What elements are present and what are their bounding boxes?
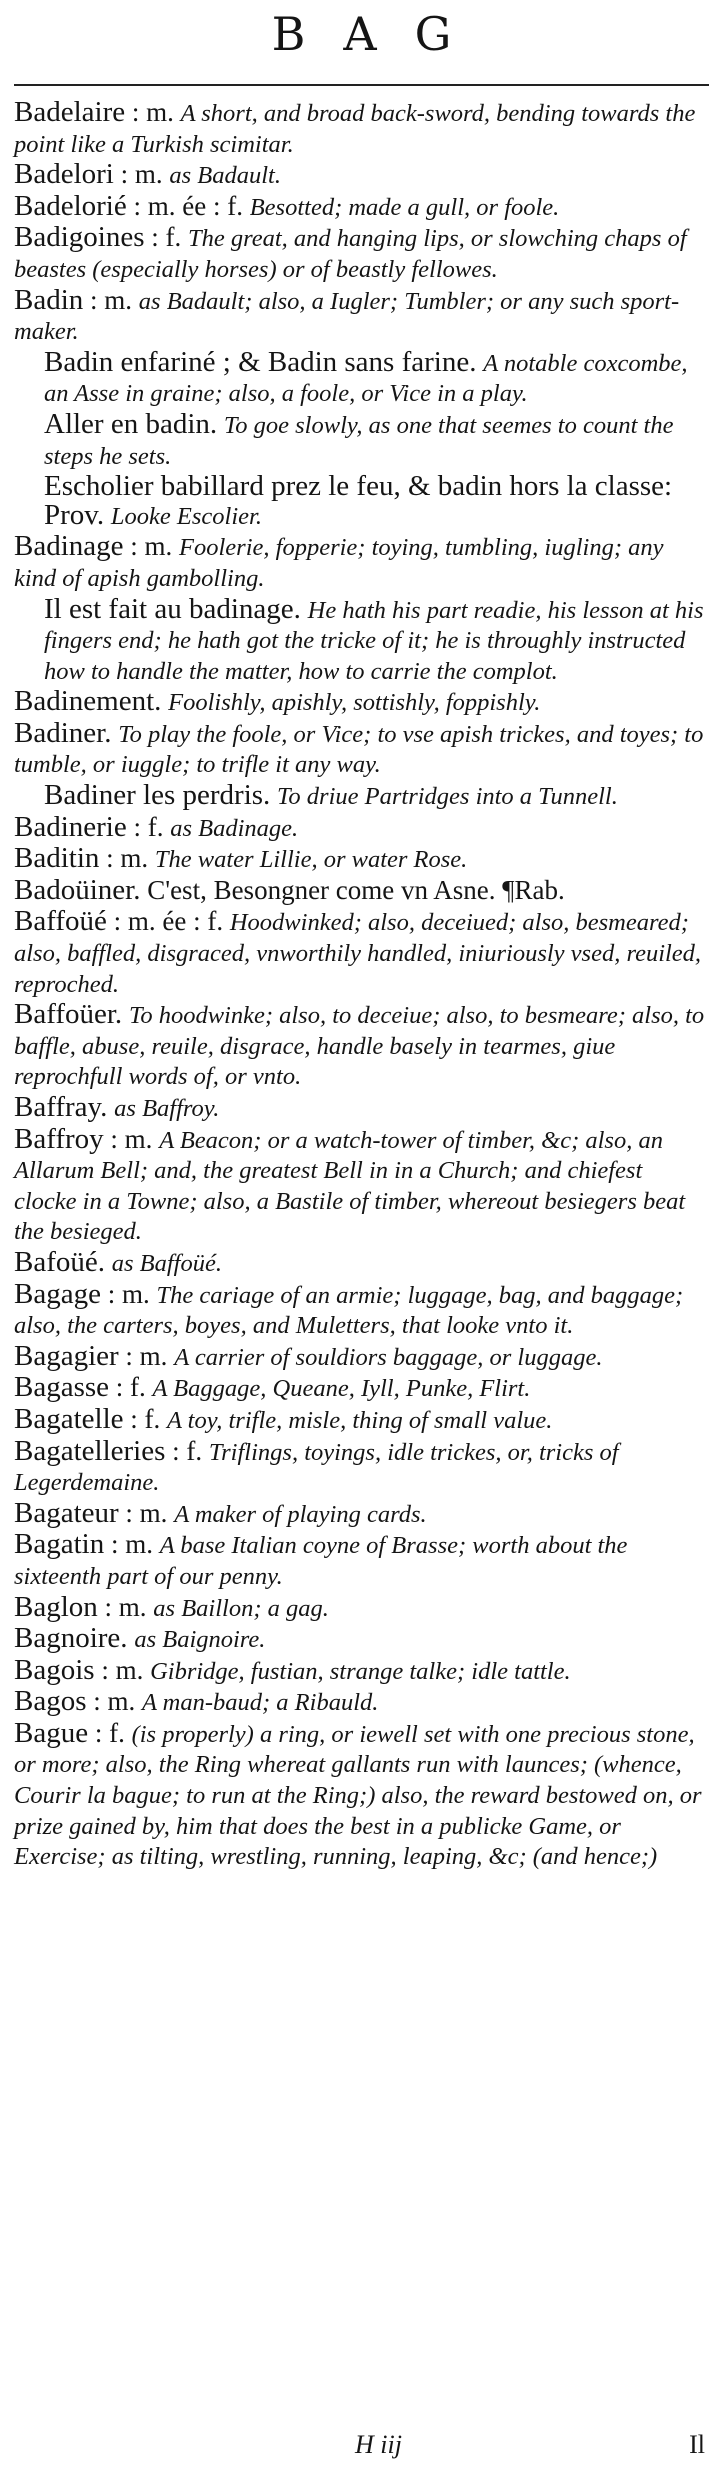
grammar: : f. <box>172 1435 203 1466</box>
entry <box>14 532 709 593</box>
signature-mark: H iij <box>355 2430 402 2459</box>
headword: Bagatin <box>14 1528 105 1561</box>
definition: as Badault. <box>169 162 281 190</box>
headword: Badin <box>14 283 84 316</box>
entry <box>14 810 709 844</box>
page-footer <box>0 2430 727 2464</box>
grammar: : f. <box>130 1403 161 1434</box>
grammar: : m. ée : f. <box>133 190 243 221</box>
definition: A man-baud; a Ribauld. <box>142 1689 379 1717</box>
definition: Gibridge, fustian, strange talke; idle tattle. <box>150 1657 571 1685</box>
headword: Baffroy <box>14 1122 104 1155</box>
definition: A short, and broad back-sword, bending towards the point like a Turkish scimitar. <box>14 100 696 158</box>
grammar: : f. <box>115 1372 146 1403</box>
headword: Bagos <box>14 1685 87 1718</box>
grammar: : m. <box>130 531 173 562</box>
entry <box>14 1687 709 1718</box>
headword: Baditin <box>14 842 100 875</box>
entry <box>14 1373 709 1404</box>
grammar: : f. <box>133 811 164 842</box>
headword: Baffoüé <box>14 905 107 938</box>
headword: Bague <box>14 1716 89 1749</box>
headword: Bagage <box>14 1277 101 1310</box>
headword: Aller en badin. <box>44 407 218 440</box>
headword: Badinement. <box>14 685 162 718</box>
headword: Badelori <box>14 158 114 191</box>
definition: as Baillon; a gag. <box>153 1594 329 1622</box>
headword: Badigoines <box>14 221 145 254</box>
entry <box>14 1716 709 1872</box>
headword: Bafoüé. <box>14 1245 105 1278</box>
grammar: : m. <box>104 1591 147 1622</box>
definition: Foolerie, fopperie; toying, tumbling, iugling; any kind of apish gambolling. <box>14 534 664 592</box>
entry <box>14 1590 709 1624</box>
grammar: : m. ée : f. <box>113 906 224 937</box>
sub-entry <box>14 472 709 531</box>
definition: Besotted; made a gull, or foole. <box>249 193 560 221</box>
definition: Looke Escolier. <box>110 502 262 530</box>
headword: Badelorié <box>14 189 127 222</box>
definition: A maker of playing cards. <box>174 1500 427 1528</box>
grammar: : m. <box>101 1654 144 1685</box>
definition: He hath his part readie, his lesson at his fingers end; he hath got the tricke of it; he is throughly instructed how to handle the matter, how to carrie the complot. <box>44 596 704 685</box>
definition: To hoodwinke; also, to deceiue; also, to besmeare; also, to baffle, abuse, reuile, disgrace, handle basely in tearmes, giue reprochfull words of, or vnto. <box>14 1002 705 1091</box>
sub-entry <box>14 407 709 471</box>
definition: To driue Partridges into a Tunnell. <box>277 783 618 811</box>
definition: The cariage of an armie; luggage, bag, and baggage; also, the carters, boyes, and Muletters, that looke vnto it. <box>14 1281 684 1340</box>
grammar: : m. <box>110 1529 153 1560</box>
entry <box>14 907 709 999</box>
definition: A notable coxcombe, an Asse in graine; also, a foole, or Vice in a play. <box>44 349 688 408</box>
headword: Bagagier <box>14 1339 119 1372</box>
entry <box>14 1245 709 1279</box>
entry <box>14 1653 709 1687</box>
headword: Badin enfariné ; & Badin sans farine. <box>44 345 477 378</box>
grammar: : m. <box>125 1340 168 1371</box>
entry <box>14 1624 709 1655</box>
sub-entry <box>14 345 709 409</box>
entry <box>14 687 709 718</box>
definition: as Badinage. <box>170 814 299 842</box>
headword: Badiner les perdris. <box>44 779 271 812</box>
headword: Bagnoire. <box>14 1622 128 1655</box>
page-header: BAG <box>271 7 490 61</box>
headword: Baglon <box>14 1590 98 1623</box>
grammar: : m. <box>93 1686 136 1717</box>
entry <box>14 1122 709 1247</box>
entry <box>14 716 709 780</box>
entry <box>14 1530 709 1591</box>
headword: Badinerie <box>14 810 127 843</box>
definition: Foolishly, apishly, sottishly, foppishly. <box>168 689 541 717</box>
definition: A Baggage, Queane, Iyll, Punke, Flirt. <box>152 1375 531 1403</box>
sub-entry <box>14 781 709 812</box>
definition: The great, and hanging lips, or slowching chaps of beastes (especially horses) or of beastly fellowes. <box>14 225 687 283</box>
catchword: Il <box>689 2430 705 2459</box>
definition: as Baffoüé. <box>111 1249 222 1277</box>
entry <box>14 1093 709 1124</box>
definition: A base Italian coyne of Brasse; worth about the sixteenth part of our penny. <box>14 1532 628 1590</box>
definition: The water Lillie, or water Rose. <box>154 846 468 874</box>
entry <box>14 844 709 875</box>
grammar: : f. <box>151 222 182 253</box>
entry <box>14 1434 709 1498</box>
entry <box>14 189 709 223</box>
sub-entry <box>14 592 709 687</box>
headword: Escholier babillard prez le feu, & badin hors la classe: Prov. <box>44 470 673 531</box>
headword: Bagateur <box>14 1496 119 1529</box>
headword: Bagatelleries <box>14 1434 166 1467</box>
definition: (is properly) a ring, or iewell set with one precious stone, or more; also, the Ring whereat gallants run with launces; (whence, Courir la bague; to run at the Ring;) also, the reward bestowed on, or prize gained by, him that does the best in a publicke Game, or Exercise; as tilting, wrestling, running, leaping, &c; (and hence;) <box>14 1720 702 1871</box>
grammar: : m. <box>110 1123 153 1154</box>
entry <box>14 873 709 907</box>
definition: To goe slowly, as one that seemes to count the steps he sets. <box>44 411 674 470</box>
headword: Badelaire <box>14 96 126 128</box>
entry-list <box>14 98 709 1872</box>
definition: A carrier of souldiors baggage, or luggage. <box>174 1343 603 1371</box>
entry <box>14 160 709 191</box>
entry <box>14 283 709 347</box>
headword: Badinage <box>14 530 124 563</box>
entry <box>14 1339 709 1373</box>
grammar: C'est, Besongner come vn Asne. ¶Rab. <box>147 874 565 905</box>
entry <box>14 1000 709 1092</box>
headword: Bagasse <box>14 1371 110 1404</box>
grammar: : m. <box>125 1497 168 1528</box>
headword: Badiner. <box>14 716 112 749</box>
grammar: : m. <box>106 843 149 874</box>
definition: A Beacon; or a watch-tower of timber, &c; also, an Allarum Bell; and, the greatest Bell in in a Church; and chiefest clocke in a Towne; also, a Bastile of timber, whereout besiegers beat the besieged. <box>14 1126 686 1246</box>
entry <box>14 223 709 284</box>
headword: Badoüiner. <box>14 873 141 906</box>
definition: Triflings, toyings, idle trickes, or, tricks of Legerdemaine. <box>14 1438 619 1497</box>
entry <box>14 1496 709 1530</box>
definition: To play the foole, or Vice; to vse apish trickes, and toyes; to tumble, or iuggle; to trifle it any way. <box>14 720 704 779</box>
entry <box>14 1277 709 1341</box>
definition: as Badault; also, a Iugler; Tumbler; or any such sport-maker. <box>14 287 680 346</box>
grammar: : m. <box>120 159 163 190</box>
definition: A toy, trifle, misle, thing of small value. <box>167 1406 553 1434</box>
header-rule <box>14 84 709 86</box>
headword: Baffoüer. <box>14 998 123 1031</box>
definition: Hoodwinked; also, deceiued; also, besmeared; also, baffled, disgraced, vnworthily handled, iniuriously vsed, reuiled, reproched. <box>14 909 702 998</box>
grammar: : f. <box>94 1717 125 1748</box>
headword: Baffray. <box>14 1091 108 1123</box>
grammar: : m. <box>107 1278 150 1309</box>
headword: Bagois <box>14 1653 95 1686</box>
grammar: : m. <box>90 284 133 315</box>
grammar: : m. <box>131 97 174 127</box>
entry <box>14 1402 709 1436</box>
headword: Il est fait au badinage. <box>44 592 301 625</box>
headword: Bagatelle <box>14 1402 124 1435</box>
entry <box>14 98 709 159</box>
definition: as Baffroy. <box>114 1095 220 1122</box>
definition: as Baignoire. <box>134 1626 266 1654</box>
